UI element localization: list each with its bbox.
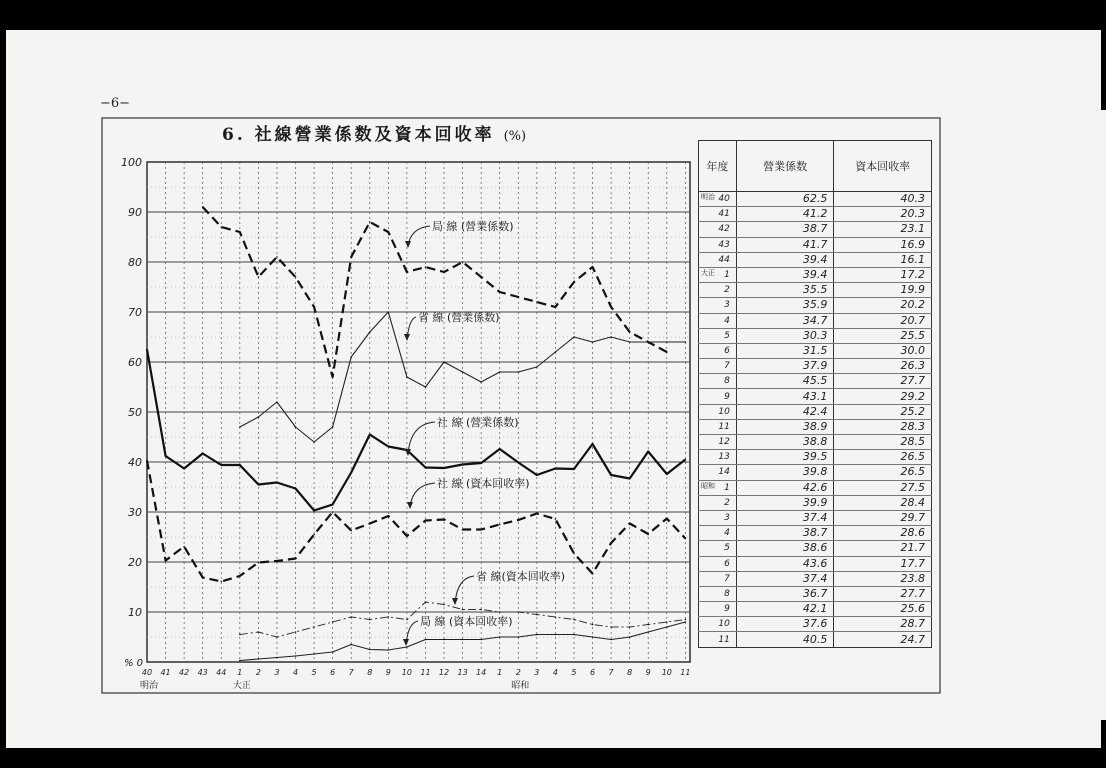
year-cell	[699, 526, 737, 541]
return-rate-cell: 16.1	[834, 252, 932, 267]
x-tick-label: 7	[348, 668, 354, 677]
return-rate-cell: 28.3	[834, 419, 932, 434]
year-cell	[699, 541, 737, 556]
year-cell	[699, 222, 737, 237]
year-cell	[699, 237, 737, 252]
year-cell	[699, 495, 737, 510]
coefficient-cell: 30.3	[736, 328, 834, 343]
annotation-label: 社 線 (資本回收率)	[437, 477, 530, 490]
year-value: 6	[724, 345, 730, 356]
table-row	[699, 465, 932, 480]
coefficient-cell: 37.6	[736, 617, 834, 632]
return-rate-cell: 26.5	[834, 465, 932, 480]
year-value: 12	[718, 437, 730, 448]
x-tick-label: 8	[367, 668, 373, 677]
return-rate-cell: 20.7	[834, 313, 932, 328]
coefficient-cell: 45.5	[736, 374, 834, 389]
return-rate-cell: 25.5	[834, 328, 932, 343]
table-row	[699, 510, 932, 525]
return-rate-cell: 20.2	[834, 298, 932, 313]
table-row	[699, 313, 932, 328]
coefficient-cell: 36.7	[736, 586, 834, 601]
return-rate-cell: 21.7	[834, 541, 932, 556]
x-tick-label: 2	[515, 668, 521, 677]
coefficient-cell: 43.1	[736, 389, 834, 404]
x-tick-label: 10	[401, 668, 412, 677]
coefficient-cell: 43.6	[736, 556, 834, 571]
year-cell	[699, 298, 737, 313]
year-value: 44	[718, 254, 730, 265]
year-value: 2	[724, 285, 730, 296]
x-tick-label: 1	[237, 668, 243, 677]
table-row	[699, 541, 932, 556]
table-row	[699, 328, 932, 343]
x-tick-label: 1	[497, 668, 503, 677]
table-row	[699, 252, 932, 267]
x-tick-label: 44	[216, 668, 227, 677]
y-tick-label-zero: % 0	[123, 658, 143, 669]
x-tick-label: 11	[420, 668, 431, 677]
year-value: 8	[724, 588, 730, 599]
table-row	[699, 571, 932, 586]
year-cell	[699, 450, 737, 465]
data-table	[698, 140, 932, 648]
header-capital-return-rate: 資本回收率	[834, 141, 932, 192]
coefficient-cell: 41.7	[736, 237, 834, 252]
year-value: 11	[718, 421, 730, 432]
year-value: 10	[718, 619, 730, 630]
x-tick-label: 3	[534, 668, 540, 677]
table-row	[699, 526, 932, 541]
table-row	[699, 298, 932, 313]
annotation-label: 省 線(資本回收率)	[476, 570, 566, 583]
header-year: 年度	[699, 141, 737, 192]
year-value: 4	[724, 528, 730, 539]
x-tick-label: 9	[645, 668, 651, 677]
y-tick-label: 90	[128, 206, 142, 219]
x-tick-label: 8	[627, 668, 633, 677]
return-rate-cell: 30.0	[834, 343, 932, 358]
y-tick-label: 70	[128, 306, 142, 319]
return-rate-cell: 26.5	[834, 450, 932, 465]
table-row	[699, 556, 932, 571]
year-cell	[699, 359, 737, 374]
return-rate-cell: 24.7	[834, 632, 932, 647]
chart-title	[222, 120, 526, 145]
year-value: 3	[724, 513, 730, 524]
year-cell	[699, 571, 737, 586]
coefficient-cell: 42.6	[736, 480, 834, 495]
table-row	[699, 495, 932, 510]
year-value: 43	[718, 239, 730, 250]
year-cell	[699, 267, 737, 282]
year-cell	[699, 602, 737, 617]
year-cell	[699, 192, 737, 207]
year-value: 8	[724, 376, 730, 387]
coefficient-cell: 62.5	[736, 192, 834, 207]
coefficient-cell: 37.4	[736, 510, 834, 525]
year-value: 9	[724, 391, 730, 402]
year-value: 13	[718, 452, 730, 463]
table-row	[699, 389, 932, 404]
return-rate-cell: 40.3	[834, 192, 932, 207]
year-value: 5	[724, 543, 730, 554]
table-row	[699, 617, 932, 632]
coefficient-cell: 38.6	[736, 541, 834, 556]
coefficient-cell: 42.4	[736, 404, 834, 419]
table-header-row	[699, 141, 932, 192]
return-rate-cell: 16.9	[834, 237, 932, 252]
table-row	[699, 435, 932, 450]
x-tick-label: 5	[311, 668, 317, 677]
era-label: 昭和	[511, 681, 530, 691]
return-rate-cell: 27.7	[834, 586, 932, 601]
coefficient-cell: 37.9	[736, 359, 834, 374]
table-row	[699, 586, 932, 601]
year-value: 11	[718, 634, 730, 645]
return-rate-cell: 19.9	[834, 283, 932, 298]
coefficient-cell: 35.5	[736, 283, 834, 298]
year-cell	[699, 586, 737, 601]
table-row	[699, 343, 932, 358]
table-row	[699, 237, 932, 252]
y-tick-label: 80	[128, 256, 142, 269]
coefficient-cell: 39.8	[736, 465, 834, 480]
table-row	[699, 419, 932, 434]
header-operating-coefficient: 營業係数	[736, 141, 834, 192]
y-tick-label: 60	[128, 356, 142, 369]
coefficient-cell: 39.4	[736, 267, 834, 282]
year-value: 1	[724, 482, 730, 493]
annotation-label: 局 線 (營業係数)	[432, 220, 514, 233]
table-row	[699, 267, 932, 282]
x-tick-label: 4	[292, 668, 299, 677]
year-value: 7	[724, 573, 730, 584]
x-tick-label: 14	[476, 668, 487, 677]
year-value: 2	[724, 497, 730, 508]
year-value: 3	[724, 300, 730, 311]
year-cell	[699, 343, 737, 358]
era-label: 明治	[139, 681, 159, 691]
coefficient-cell: 38.7	[736, 526, 834, 541]
x-tick-label: 6	[330, 668, 336, 677]
table-row	[699, 207, 932, 222]
year-cell	[699, 435, 737, 450]
annotation-label: 省 線 (營業係数)	[418, 311, 500, 324]
era-label: 大正	[701, 268, 715, 277]
return-rate-cell: 26.3	[834, 359, 932, 374]
year-value: 4	[724, 315, 730, 326]
table-row	[699, 222, 932, 237]
year-cell	[699, 632, 737, 647]
era-label: 明治	[701, 193, 715, 201]
year-cell	[699, 328, 737, 343]
y-tick-label: 100	[121, 156, 142, 169]
coefficient-cell: 39.4	[736, 252, 834, 267]
table-row	[699, 374, 932, 389]
year-cell	[699, 283, 737, 298]
year-cell	[699, 389, 737, 404]
era-label: 昭和	[701, 481, 715, 490]
coefficient-cell: 39.9	[736, 495, 834, 510]
coefficient-cell: 31.5	[736, 343, 834, 358]
return-rate-cell: 23.1	[834, 222, 932, 237]
year-cell	[699, 510, 737, 525]
year-cell	[699, 419, 737, 434]
x-tick-label: 40	[141, 668, 153, 677]
year-value: 6	[724, 558, 730, 569]
return-rate-cell: 23.8	[834, 571, 932, 586]
table-row	[699, 192, 932, 207]
year-value: 42	[718, 224, 730, 235]
year-value: 41	[718, 209, 730, 220]
year-value: 40	[718, 194, 730, 205]
x-tick-label: 4	[552, 668, 558, 677]
table-row	[699, 404, 932, 419]
chart-title-text: 6. 社線營業係数及資本回收率	[222, 125, 495, 145]
coefficient-cell: 40.5	[736, 632, 834, 647]
year-value: 14	[718, 467, 730, 478]
paper-sheet	[6, 30, 1101, 748]
x-tick-label: 13	[457, 668, 468, 677]
year-cell	[699, 480, 737, 495]
coefficient-cell: 41.2	[736, 207, 834, 222]
return-rate-cell: 29.7	[834, 510, 932, 525]
year-value: 1	[724, 270, 730, 281]
return-rate-cell: 25.6	[834, 602, 932, 617]
x-tick-label: 7	[608, 668, 614, 677]
year-value: 9	[724, 604, 730, 615]
annotation-label: 局 線 (資本回收率)	[420, 615, 513, 628]
year-cell	[699, 374, 737, 389]
table-row	[699, 283, 932, 298]
year-cell	[699, 617, 737, 632]
year-value: 5	[724, 330, 730, 341]
table-row	[699, 632, 932, 647]
annotation-label: 社 線 (營業係数)	[437, 416, 519, 429]
return-rate-cell: 20.3	[834, 207, 932, 222]
year-cell	[699, 207, 737, 222]
return-rate-cell: 28.7	[834, 617, 932, 632]
return-rate-cell: 27.7	[834, 374, 932, 389]
x-tick-label: 10	[661, 668, 672, 677]
chart-title-unit: (%)	[503, 129, 527, 144]
x-tick-label: 43	[197, 668, 208, 677]
coefficient-cell: 38.8	[736, 435, 834, 450]
coefficient-cell: 34.7	[736, 313, 834, 328]
return-rate-cell: 28.5	[834, 435, 932, 450]
coefficient-cell: 35.9	[736, 298, 834, 313]
adjacent-sheet-edge	[1085, 110, 1106, 720]
year-cell	[699, 404, 737, 419]
return-rate-cell: 25.2	[834, 404, 932, 419]
table-row	[699, 480, 932, 495]
coefficient-cell: 38.9	[736, 419, 834, 434]
era-label: 大正	[232, 681, 251, 691]
return-rate-cell: 29.2	[834, 389, 932, 404]
year-value: 7	[724, 361, 730, 372]
return-rate-cell: 27.5	[834, 480, 932, 495]
table-row	[699, 602, 932, 617]
x-tick-label: 42	[179, 668, 190, 677]
year-cell	[699, 313, 737, 328]
return-rate-cell: 28.4	[834, 495, 932, 510]
x-tick-label: 12	[438, 668, 450, 677]
x-tick-label: 3	[274, 668, 280, 677]
table-row	[699, 450, 932, 465]
coefficient-cell: 38.7	[736, 222, 834, 237]
return-rate-cell: 17.2	[834, 267, 932, 282]
page-number: −6−	[100, 96, 131, 111]
return-rate-cell: 17.7	[834, 556, 932, 571]
y-tick-label: 20	[128, 556, 142, 569]
x-tick-label: 2	[255, 668, 261, 677]
x-tick-label: 5	[571, 668, 577, 677]
year-cell	[699, 556, 737, 571]
y-tick-label: 10	[128, 606, 142, 619]
x-tick-label: 11	[680, 668, 691, 677]
year-value: 10	[718, 406, 730, 417]
x-tick-label: 41	[160, 668, 171, 677]
x-tick-label: 6	[589, 668, 596, 677]
return-rate-cell: 28.6	[834, 526, 932, 541]
y-tick-label: 50	[128, 406, 142, 419]
x-tick-label: 9	[385, 668, 391, 677]
y-tick-label: 30	[128, 506, 142, 519]
coefficient-cell: 37.4	[736, 571, 834, 586]
table-row	[699, 359, 932, 374]
coefficient-cell: 39.5	[736, 450, 834, 465]
coefficient-cell: 42.1	[736, 602, 834, 617]
y-tick-label: 40	[128, 456, 142, 469]
